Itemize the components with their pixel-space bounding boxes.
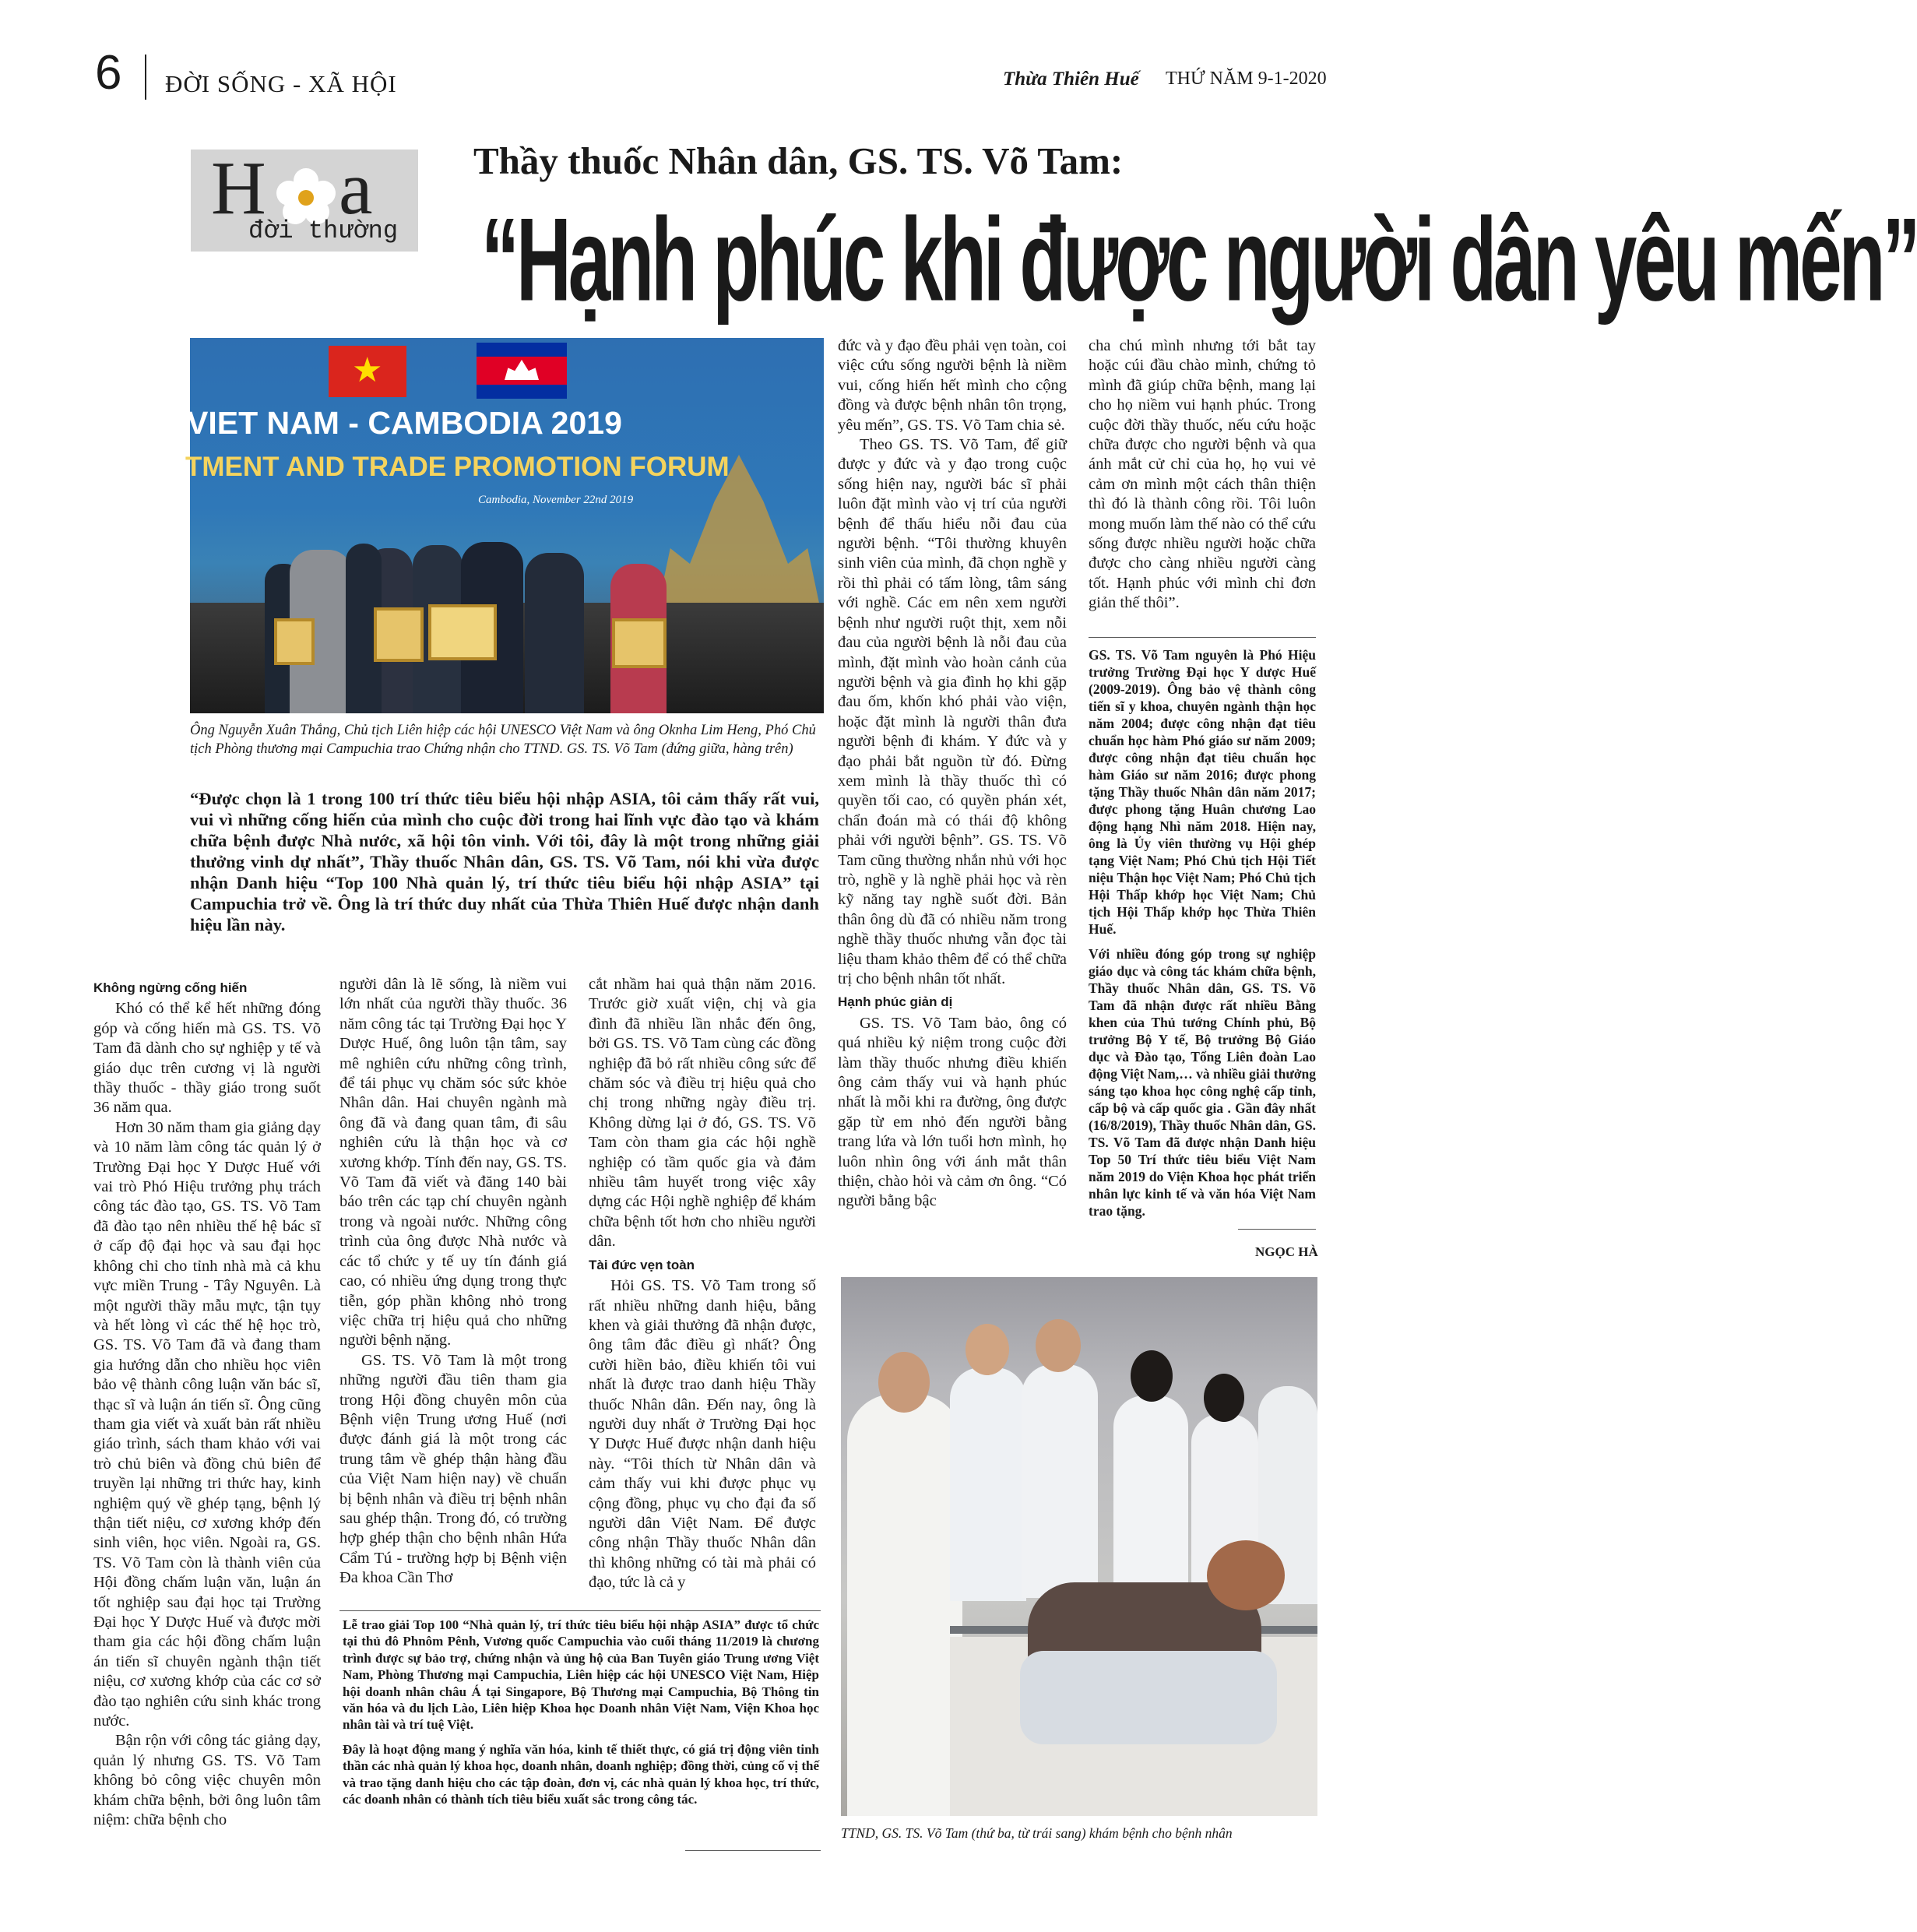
photo-patient-exam xyxy=(841,1277,1317,1816)
column-3 xyxy=(589,975,816,1593)
subhead-khong-ngung: Không ngừng cống hiến xyxy=(93,980,248,995)
headline-title: “Hạnh phúc khi được người dân yêu mến” xyxy=(481,192,1917,326)
banner-line-3: Cambodia, November 22nd 2019 xyxy=(478,494,634,506)
certificate-2 xyxy=(428,604,497,660)
column-1 xyxy=(93,975,321,1830)
flower-icon xyxy=(275,167,337,224)
info-box xyxy=(343,1617,819,1815)
doctor-1-head xyxy=(878,1352,930,1413)
headline-kicker: Thầy thuốc Nhân dân, GS. TS. Võ Tam: xyxy=(473,139,1124,182)
flag-cambodia xyxy=(477,343,567,399)
column-2 xyxy=(339,975,567,1589)
bio-paragraph-2: Với nhiều đóng góp trong sự nghiệp giáo dục và công tác khám chữa bệnh, Thầy thuốc Nhân dân, GS. TS. Võ Tam đã nhận được rất nhiều Bằng khen của Thủ tướng Chính phủ, Bộ trưởng Bộ Y tế, Bộ trưởng Bộ Giáo dục và Đào tạo, Tổng Liên đoàn Lao động Việt Nam,… và nhiều giải thưởng sáng tạo khoa học công nghệ cấp tỉnh, cấp bộ và cấp quốc gia . Gần đây nhất (16/8/2019), Thầy thuốc Nhân dân, GS. TS. Võ Tam đã được nhận Danh hiệu Top 50 Trí thức tiêu biểu Việt Nam năm 2019 do Viện Khoa học phát triển nhân lực kinh tế và văn hóa Việt Nam trao tặng. xyxy=(1089,946,1316,1219)
info-box-paragraph-2: Đây là hoạt động mang ý nghĩa văn hóa, kinh tế thiết thực, có giá trị động viên tinh thần các nhà quản lý khoa học, doanh nhân, doanh nghiệp; đồng thời, củng cố vị thế và trao tặng danh hiệu cho các tập đoàn, đơn vị, các nhà quản lý khoa học, trí thức, các doanh nhân có thành tích tiêu biểu xuất sắc trong công tác. xyxy=(343,1741,819,1807)
col5-rule xyxy=(1089,637,1316,638)
col2-paragraph-1: người dân là lẽ sống, là niềm vui lớn nhất của người thầy thuốc. 36 năm công tác tại Trường Đại học Y Dược Huế, ông luôn tận tâm, say mê nghiên cứu những công trình, để tái phục vụ chăm sóc sức khỏe Nhân dân. Hai chuyên ngành mà ông đã và đang quan tâm, đi sâu nghiên cứu là thận học và cơ xương khớp. Tính đến nay, GS. TS. Võ Tam đã viết và đăng 140 bài báo trên các tạp chí chuyên ngành trong và ngoài nước. Những công trình của ông được Nhà nước và các tổ chức y tế uy tín đánh giá cao, có nhiều ứng dụng trong thực tiễn, góp phần không nhỏ trong việc chữa trị hiệu quả cho những người bệnh nặng. xyxy=(339,976,567,1350)
col4-paragraph-2: Theo GS. TS. Võ Tam, để giữ được y đức và y đạo trong cuộc sống hiện nay, người bác sĩ phải luôn đặt mình vào vị trí của người bệnh để thấu hiểu nỗi đau của người bệnh. “Tôi thường khuyên sinh viên của mình, đã chọn nghề y rồi thì phải có tấm lòng, tâm sáng với nghề. Các em nên xem người bệnh như người ruột thịt, xem nỗi đau của người bệnh là nỗi đau của mình, đặt mình vào hoàn cảnh của người bệnh và gia đình họ khi gặp đau ốm, khốn khó phải vào viện, hoặc đặt mình là người thân đưa người bệnh đi khám. Y đức và y đạo phải bắt nguồn từ đó. Đừng xem mình là thầy thuốc thì có quyền tối cao, có quyền phán xét, chẩn đoán mà có thái độ không phải với người bệnh”. GS. TS. Võ Tam cũng thường nhắn nhủ với học trò, nghề y là nghề phải học và rèn kỹ năng tay nghề suốt đời. Bản thân ông dù đã có nhiều năm trong nghề thầy thuốc nhưng vẫn đọc tài liệu tham khảo thêm để có thể chữa trị cho bệnh nhân tốt nhất. xyxy=(838,436,1067,987)
author-name: NGỌC HÀ xyxy=(1255,1244,1318,1259)
person-6 xyxy=(525,553,584,713)
author-rule xyxy=(1238,1229,1316,1230)
logo-letter-a: a xyxy=(339,146,373,231)
subhead-tai-duc: Tài đức vẹn toàn xyxy=(589,1257,695,1272)
col4-paragraph-3: GS. TS. Võ Tam bảo, ông có quá nhiều kỷ niệm trong cuộc đời làm thầy thuốc nhưng điều khiến ông cảm thấy vui và hạnh phúc nhất là mỗi khi ra đường, ông được gặp từ em nhỏ đến người bằng trang lứa và lớn tuổi hơn mình, họ luôn nhìn ông với ánh mắt thân thiện, chào hỏi và cảm ơn ông. “Có người bằng bậc xyxy=(838,1014,1067,1210)
subhead-hanh-phuc: Hạnh phúc giản dị xyxy=(838,994,953,1010)
page-number: 6 xyxy=(95,46,122,100)
issue-date: THỨ NĂM 9-1-2020 xyxy=(1166,69,1327,89)
info-box-paragraph-1: Lễ trao giải Top 100 “Nhà quản lý, trí thức tiêu biểu hội nhập ASIA” được tổ chức tại thủ đô Phnôm Pênh, Vương quốc Campuchia vào cuối tháng 11/2019 là chương trình được sự bảo trợ, chứng nhận và ủng hộ của Ban Tuyên giáo Trung ương Việt Nam, Phòng Thương mại Campuchia, Liên hiệp các hội UNESCO Việt Nam, Hiệp hội doanh nhân châu Á tại Singapore, Bộ Thương mại Campuchia, Bộ Thông tin văn hóa và du lịch Lào, Liên hiệp Khoa học Doanh nhân Việt Nam, Viện Khoa học nhân tài và trí tuệ Việt. xyxy=(343,1617,819,1733)
logo-letter-h: H xyxy=(211,146,266,231)
column-5 xyxy=(1089,336,1316,614)
column-logo xyxy=(191,146,418,252)
patient-head xyxy=(1207,1540,1285,1610)
doctor-2 xyxy=(950,1367,1026,1601)
section-label: ĐỜI SỐNG - XÃ HỘI xyxy=(165,70,397,97)
col3-paragraph-1: cắt nhầm hai quả thận năm 2016. Trước giờ xuất viện, chị và gia đình đã nhiều lần nhắc đến ông, bởi GS. TS. Võ Tam cùng các đồng nghiệp đã bỏ rất nhiều công sức để chăm sóc và điều trị hiệu quả cho chị trong những ngày điều trị. Không dừng lại ở đó, GS. TS. Võ Tam còn tham gia các hội nghề nghiệp có tầm quốc gia và đảm nhiều tâm huyết trong việc xây dựng các Hội nghề nghiệp để khám chữa bệnh tốt hơn cho nhiều người dân. xyxy=(589,976,816,1251)
col1-paragraph-2: Hơn 30 năm tham gia giảng dạy và 10 năm làm công tác quản lý ở Trường Đại học Y Dược Huế với vai trò Phó Hiệu trưởng phụ trách công tác đào tạo, GS. TS. Võ Tam đã đào tạo nên nhiều thế hệ bác sĩ ở cấp độ đại học và sau đại học không chỉ cho tỉnh nhà mà cả khu vực miền Trung - Tây Nguyên. Là một người thầy mẫu mực, tận tụy và hết lòng vì các thế hệ học trò, GS. TS. Võ Tam đã và đang tham gia hướng dẫn cho nhiều học viên bảo vệ thành công luận văn bác sĩ, thạc sĩ và luận án tiến sĩ. Ông cũng tham gia viết và xuất bản rất nhiều giáo trình, sách tham khảo với vai trò chủ biên và đồng chủ biên để truyền lại những tri thức hay, kinh nghiệm quý về ghép tạng, bệnh lý thận tiết niệu, cơ xương khớp đến sinh viên, học viên. Ngoài ra, GS. TS. Võ Tam còn là thành viên của Hội đồng chấm luận văn, luận án tốt nghiệp sau đại học tại Trường Đại học Y Dược Huế và được mời tham gia các hội đồng chấm luận án tiến sĩ chuyên ngành thận tiết niệu, cơ xương khớp của các cơ sở đào tạo nghiên cứu sinh khác trong nước. xyxy=(93,1118,321,1730)
bio-box xyxy=(1089,646,1316,1227)
photo-patient-caption: TTND, GS. TS. Võ Tam (thứ ba, từ trái sang) khám bệnh cho bệnh nhân xyxy=(841,1825,1233,1841)
box-rule-top xyxy=(339,1610,821,1611)
certificate-3 xyxy=(612,618,667,668)
col3-paragraph-2: Hỏi GS. TS. Võ Tam trong số rất nhiều những danh hiệu, bằng khen và giải thưởng đã nhận được, ông tâm đắc điều gì nhất? Ông cười hiền bảo, điều khiến tôi vui nhất là được trao danh hiệu Thầy thuốc Nhân dân. Đến nay, ông là người duy nhất ở Trường Đại học Y Dược Huế được nhận danh hiệu này. “Tôi thích từ Nhân dân và cảm thấy vui khi được phục vụ cộng đồng, phục vụ cho đại đa số người dân Việt Nam. Để được công nhận Thầy thuốc Nhân dân thì không những có tài mà phải có đạo, tức là cả y xyxy=(589,1277,816,1592)
header-divider xyxy=(145,55,146,100)
photo-award-caption: Ông Nguyễn Xuân Thắng, Chủ tịch Liên hiệp các hội UNESCO Việt Nam và ông Oknha Lim Heng, Phó Chủ tịch Phòng thương mại Campuchia trao Chứng nhận cho TTND. GS. TS. Võ Tam (đứng giữa, hàng trên) xyxy=(190,723,816,757)
doctor-5-head xyxy=(1204,1374,1244,1422)
star-icon: ★ xyxy=(352,351,383,389)
doctor-2-head xyxy=(966,1324,1009,1375)
col2-paragraph-2: GS. TS. Võ Tam là một trong những người đầu tiên tham gia trong Hội đồng chuyên môn của Bệnh viện Trung ương Huế (nơi được đánh giá là một trong các trung tâm về ghép thận hàng đầu của Việt Nam hiện nay) về chuẩn bị bệnh nhân và điều trị bệnh nhân sau ghép thận. Trong đó, có trường hợp ghép thận cho bệnh nhân Hứa Cẩm Tú - trường hợp bị Bệnh viện Đa khoa Cần Thơ xyxy=(339,1351,567,1587)
col5-paragraph-1: cha chú mình nhưng tới bắt tay hoặc cúi đầu chào mình, chứng tỏ mình đã giúp chữa bệnh, mang lại cho họ niềm vui hạnh phúc. Trong cuộc đời thầy thuốc, nếu cứu hoặc chữa được cho người bệnh và qua ánh mắt cử chỉ của họ, họ vui vẻ cảm ơn mình một cách thân thiện thì đó là thành công rồi. Tôi luôn mong muốn làm thế nào có thể cứu sống được nhiều người hoặc chữa được cho càng nhiều người càng tốt. Hạnh phúc với mình chỉ đơn giản thế thôi”. xyxy=(1089,337,1316,612)
patient-shirt xyxy=(1020,1651,1277,1744)
photo-award-ceremony xyxy=(185,338,824,713)
doctor-3 xyxy=(1022,1364,1098,1598)
bio-paragraph-1: GS. TS. Võ Tam nguyên là Phó Hiệu trưởng Trường Đại học Y dược Huế (2009-2019). Ông bảo vệ thành công tiến sĩ y khoa, chuyên ngành thận học năm 2004; được công nhận đạt tiêu chuẩn học hàm Phó giáo sư năm 2009; được công nhận đạt tiêu chuẩn học hàm Giáo sư năm 2016; được phong tặng Thầy thuốc Nhân dân năm 2017; được phong tặng Huân chương Lao động hạng Nhì năm 2018. Hiện nay, ông là Ủy viên thường vụ Hội ghép tạng Việt Nam; Phó Chủ tịch Hội Tiết niệu Thận học Việt Nam; Phó Chủ tịch Hội Thấp khớp học Việt Nam; Chủ tịch Hội Thấp khớp học Thừa Thiên Huế. xyxy=(1089,647,1316,937)
certificate-4 xyxy=(274,618,315,665)
flag-vietnam xyxy=(329,346,406,397)
col1-paragraph-3: Bận rộn với công tác giảng dạy, quản lý nhưng GS. TS. Võ Tam không bỏ công việc chuyên môn khám chữa bệnh, bởi ông luôn tâm niệm: chữa bệnh cho xyxy=(93,1732,321,1829)
banner-line-2: TMENT AND TRADE PROMOTION FORUM xyxy=(185,452,730,482)
doctor-4-head xyxy=(1131,1350,1173,1402)
temple-icon xyxy=(505,360,539,380)
logo-subtitle: đời thường xyxy=(248,216,399,245)
column-4 xyxy=(838,336,1067,1212)
doctor-3-head xyxy=(1036,1319,1081,1372)
col4-paragraph-1: đức và y đạo đều phải vẹn toàn, coi việc cứu sống người bệnh là niềm vui, cống hiến hết mình cho cộng đồng và được bệnh nhân tôn trọng, yêu mến”, GS. TS. Võ Tam chia sẻ. xyxy=(838,337,1067,434)
banner-line-1: VIET NAM - CAMBODIA 2019 xyxy=(187,405,622,441)
doctor-4 xyxy=(1113,1395,1188,1598)
certificate-1 xyxy=(374,607,424,662)
publication-name: Thừa Thiên Huế xyxy=(1003,69,1139,90)
box-rule-bottom xyxy=(685,1850,821,1851)
lead-paragraph: “Được chọn là 1 trong 100 trí thức tiêu biểu hội nhập ASIA, tôi cảm thấy rất vui, vui vì những cống hiến của mình cho cuộc đời trong hai lĩnh vực đào tạo và khám chữa bệnh được Nhà nước, xã hội tôn vinh. Với tôi, đây là một trong những giải thưởng vinh dự nhất”, Thầy thuốc Nhân dân, GS. TS. Võ Tam, nói khi vừa được nhận Danh hiệu “Top 100 Nhà quản lý, trí thức tiêu biểu hội nhập ASIA” tại Campuchia trở về. Ông là trí thức duy nhất của Thừa Thiên Huế được nhận danh hiệu lần này. xyxy=(190,789,819,934)
doctor-1 xyxy=(847,1394,962,1816)
col1-paragraph-1: Khó có thể kể hết những đóng góp và cống hiến mà GS. TS. Võ Tam đã dành cho sự nghiệp y tế và giáo dục trên cương vị là người thầy thuốc - thầy giáo trong suốt 36 năm qua. xyxy=(93,1000,321,1117)
